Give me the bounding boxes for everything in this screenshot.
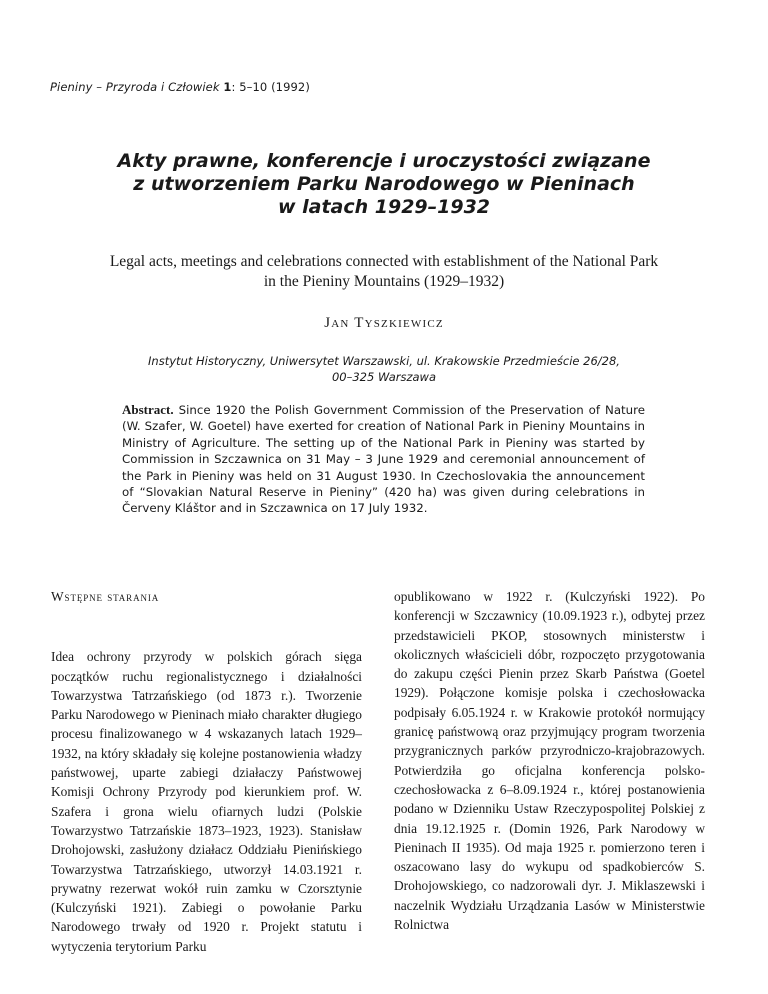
title-line-1: Akty prawne, konferencje i uroczystości związane [117, 150, 651, 172]
affiliation-line-2: 00–325 Warszawa [331, 370, 437, 384]
body-paragraph-right: opublikowano w 1922 r. (Kulczyński 1922). Po konferencji w Szczawnicy (10.09.1923 r.), odbytej przez przedstawicieli PKOP, stosownych ministerstw i okolicznych właścicieli dóbr, rozpoczęto przygotowania do zakupu części Pienin przez Skarb Państwa (Goetel 1929). Połączone komisje polska i czechosłowacka podpisały 6.05.1924 r. w Krakowie protokół normujący granicę państwową oraz przyjmujący program tworzenia przygranicznych parków przyrodniczo-krajobrazowych. Potwierdziła go oficjalna konferencja polsko-czechosłowacka z 6–8.09.1924 r., której postanowienia podano w Dzienniku Ustaw Rzeczypospolitej Polskiej z dnia 19.12.1925 r. (Domin 1926, Park Narodowy w Pieninach II 1935). Od maja 1925 r. pomierzono teren i oszacowano lasy do wykupu od spadkobierców S. Drohojowskiego, co nadzorowali dyr. J. Miklaszewski i naczelnik Wydziału Urządzania Lasów w Ministerstwie Rolnictwa [394, 589, 705, 933]
body-paragraph-left: Idea ochrony przyrody w polskich górach sięga początków ruchu regionalistycznego i działalności Towarzystwa Tatrzańskiego (od 1873 r.). Tworzenie Parku Narodowego w Pieninach miało charakter długiego procesu finalizowanego w 4 wskazanych latach 1929–1932, na który składały się kolejne postanowienia władzy państwowej, uparte zabiegi działaczy Państwowej Komisji Ochrony Przyrody pod kierunkiem prof. W. Szafera i grona wielu ofiarnych ludzi (Polskie Towarzystwo Tatrzańskie 1873–1923, 1923). Stanisław Drohojowski, zasłużony działacz Oddziału Pienińskiego Towarzystwa Tatrzańskiego, utworzył 14.03.1921 r. prywatny rezerwat wokół ruin zamku w Czorsztynie (Kulczyński 1921). Zabiegi o powołanie Parku Narodowego trwały od 1920 r. Projekt statutu i wytyczenia terytorium Parku [51, 649, 362, 954]
author-affiliation [60, 353, 708, 385]
title-line-2: z utworzeniem Parku Narodowego w Pieninach [133, 173, 635, 195]
english-title-line-1: Legal acts, meetings and celebrations connected with establishment of the National Park [109, 253, 659, 270]
abstract [122, 402, 645, 517]
journal-reference [50, 80, 310, 94]
section-heading: Wstępne starania [51, 589, 160, 604]
title-line-3: w latach 1929–1932 [277, 196, 491, 218]
journal-volume: 1 [223, 80, 232, 94]
abstract-label: Abstract. [122, 402, 174, 417]
english-title [40, 252, 728, 292]
english-title-line-2: in the Pieniny Mountains (1929–1932) [263, 273, 505, 290]
body-column-right [394, 587, 705, 934]
body-column-left [51, 587, 362, 956]
abstract-text: Since 1920 the Polish Government Commission of the Preservation of Nature (W. Szafer, W. Goetel) have exerted for creation of National Park in Pieniny Mountains in Ministry of Agriculture. The setting up of the National Park in Pieniny was started by Commission in Szczawnica on 31 May – 3 June 1929 and ceremonial announcement of the Park in Pieniny was held on 31 August 1930. In Czechoslovakia the announcement of “Slovakian Natural Reserve in Pieniny” (420 ha) was given during celebrations in Červeny Kláštor and in Szczawnica on 17 July 1932. [122, 403, 645, 516]
affiliation-line-1: Instytut Historyczny, Uniwersytet Warszawski, ul. Krakowskie Przedmieście 26/28, [148, 354, 620, 368]
journal-pages-year: : 5–10 (1992) [231, 80, 310, 94]
journal-series: Pieniny – Przyroda i Człowiek [50, 80, 220, 94]
article-title [60, 150, 708, 219]
author-name: Jan Tyszkiewicz [324, 315, 444, 331]
